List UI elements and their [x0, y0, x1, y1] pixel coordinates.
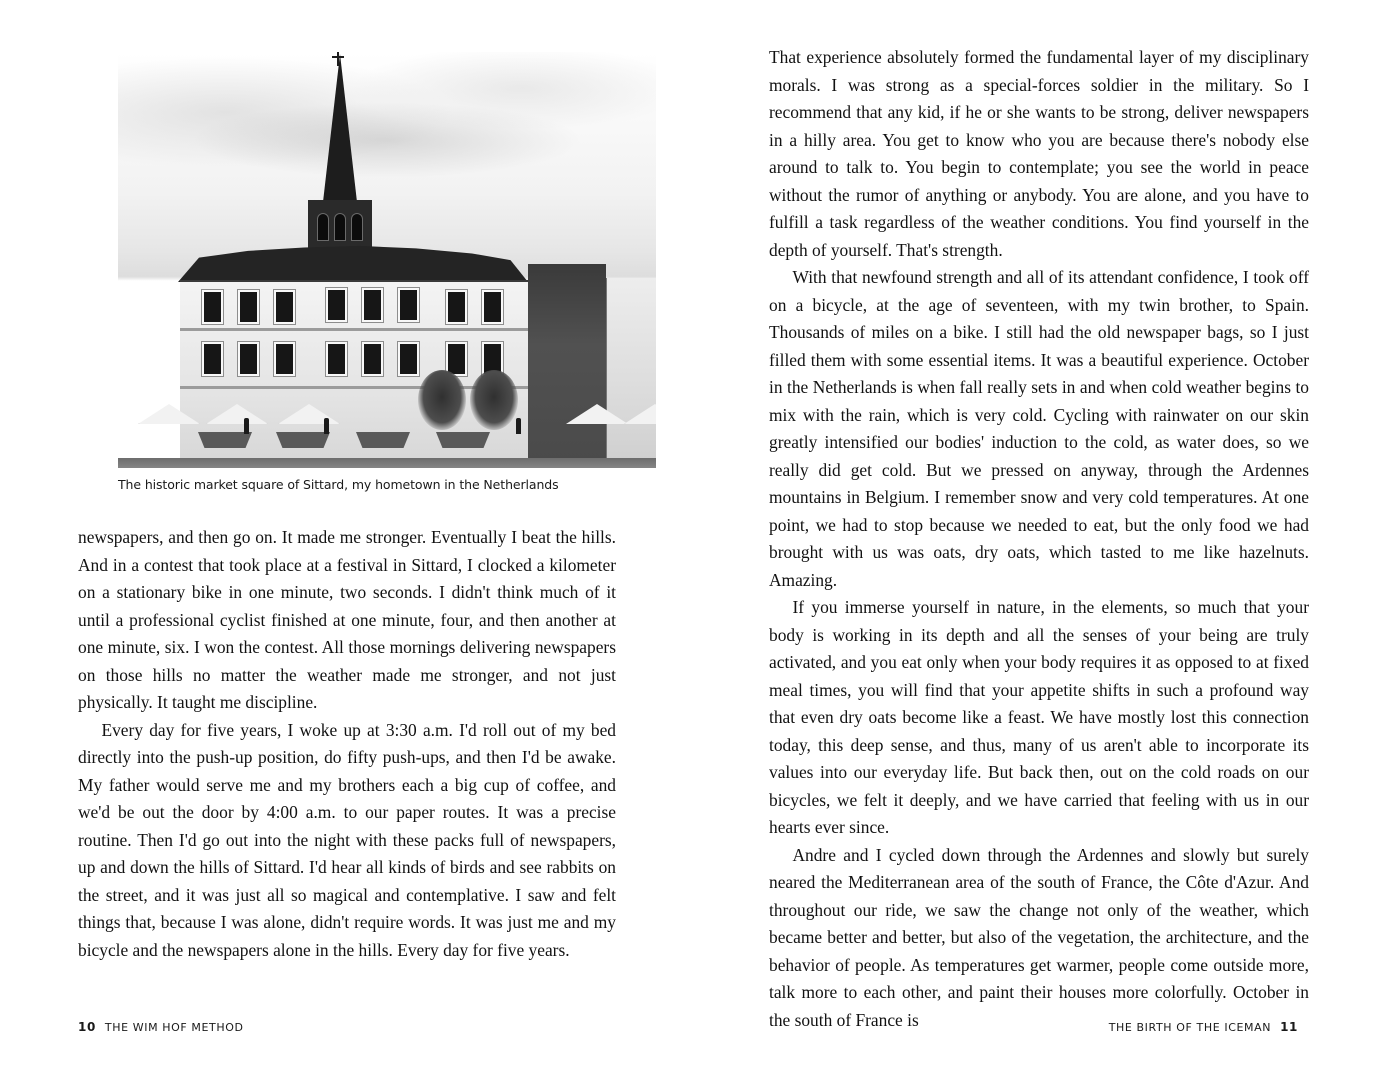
- right-body-text: [769, 44, 1309, 1034]
- tower-window: [335, 214, 345, 240]
- market-square-pavement: [118, 458, 656, 468]
- facade-window: [448, 292, 465, 322]
- running-head-title: THE WIM HOF METHOD: [104, 1020, 244, 1034]
- facade-window: [484, 292, 501, 322]
- facade-window: [448, 344, 465, 374]
- pedestrian: [516, 418, 521, 434]
- paragraph: With that newfound strength and all of its attendant confidence, I took off on a bicycle, at the age of seventeen, with my twin brother, to Spain. Thousands of miles on a bike. I still had the old newspaper bags, so I just filled them with some essential items. It was a beautiful experience. October in the Netherlands is when fall really sets in and when cold weather begins to mix with the rain, which is very cold. Cycling with rainwater on our skin greatly intensified our bodies' induction to the cold, as water does, so we really did get cold. But we pressed on anyway, through the Ardennes mountains in Belgium. I remember snow and very cold temperatures. At one point, we had to stop because we needed to eat, but the only food we had brought with us was oats, dry oats, which tasted to me like hazelnuts. Amazing.: [769, 267, 1309, 590]
- shop-awning: [276, 432, 330, 448]
- shop-awning: [356, 432, 410, 448]
- right-page: [689, 0, 1378, 1080]
- facade-window: [328, 344, 345, 374]
- main-facade: [180, 280, 528, 468]
- facade-window: [276, 292, 293, 322]
- paragraph: Andre and I cycled down through the Ardennes and slowly but surely neared the Mediterranean area of the south of France, the Côte d'Azur. And throughout our ride, we saw the change not only of the weather, which became better and better, but also of the vegetation, the architecture, and the behavior of people. As temperatures get warmer, people come outside more, talk more to each other, and paint their houses more colorfully. October in the south of France is: [769, 844, 1309, 1030]
- paragraph: Every day for five years, I woke up at 3:30 a.m. I'd roll out of my bed directly into the push-up position, do fifty push-ups, and then I'd be awake. My father would serve me and my brothers each a big cup of coffee, and we'd be out the door by 4:00 a.m. to our paper routes. It was a precise routine. Then I'd go out into the night with these packs full of newspapers, up and down the hills of Sittard. I'd hear all kinds of birds and see rabbits on the street, and it was just all so magical and contemplative. I saw and felt things that, because I was alone, didn't require words. It was just me and my bicycle and the newspapers alone in the hills. Every day for five years.: [78, 719, 616, 960]
- page-number: 11: [1280, 1020, 1298, 1034]
- square-tree: [418, 370, 466, 430]
- facade-window: [276, 344, 293, 374]
- facade-window: [204, 344, 221, 374]
- figure-market-square: [118, 52, 656, 492]
- left-body-text: [78, 524, 616, 964]
- pedestrian: [244, 418, 249, 434]
- facade-window: [364, 344, 381, 374]
- shop-awning: [198, 432, 252, 448]
- figure-caption: The historic market square of Sittard, my hometown in the Netherlands: [118, 477, 559, 492]
- market-square-photo: [118, 52, 656, 468]
- building-light-middle: [606, 278, 656, 466]
- paragraph: That experience absolutely formed the fundamental layer of my disciplinary morals. I was strong as a special-forces soldier in the military. So I recommend that any kid, if he or she wants to be strong, deliver newspapers in a hilly area. You get to know who you are because there's nobody else around to talk to. You begin to contemplate; you see the world in peace without the rumor of anything or anybody. You are alone, and you have to fulfill a task regardless of the weather conditions. You find yourself in the depth of yourself. That's strength.: [769, 47, 1309, 260]
- facade-window: [240, 292, 257, 322]
- page-number: 10: [78, 1020, 96, 1034]
- right-page-footer: [1109, 1020, 1298, 1034]
- building-dark-left: [528, 264, 606, 466]
- square-tree: [470, 370, 518, 430]
- tower-window: [352, 214, 362, 240]
- facade-window: [204, 292, 221, 322]
- tower-window: [318, 214, 328, 240]
- running-head-chapter: THE BIRTH OF THE ICEMAN: [1108, 1020, 1272, 1034]
- facade-window: [364, 290, 381, 320]
- facade-window: [400, 344, 417, 374]
- facade-band: [180, 328, 528, 331]
- facade-window: [328, 290, 345, 320]
- facade-window: [400, 290, 417, 320]
- church-spire: [323, 54, 357, 202]
- facade-window: [240, 344, 257, 374]
- shop-awning: [436, 432, 490, 448]
- pedestrian: [324, 418, 329, 434]
- left-page-footer: [78, 1020, 244, 1034]
- page-gutter: [689, 0, 690, 1080]
- paragraph: newspapers, and then go on. It made me stronger. Eventually I beat the hills. And in a contest that took place at a festival in Sittard, I clocked a kilometer on a stationary bike in one minute, two seconds. I didn't think much of it until a professional cyclist finished at one minute, four, and then another at one minute, six. I won the contest. All those mornings delivering newspapers on those hills no matter the weather made me stronger, and not just physically. It taught me discipline.: [78, 527, 616, 712]
- paragraph: If you immerse yourself in nature, in the elements, so much that your body is working in its depth and all the senses of your being are truly activated, and you eat only when your body requires it as opposed to at fixed meal times, you will find that your appetite shifts in such a profound way that even dry oats become like a feast. We have mostly lost this connection today, this deep sense, and thus, many of us aren't able to incorporate its values into our everyday life. But back then, out on the cold roads on our bicycles, we felt it deeply, and we have carried that feeling with us in our hearts ever since.: [769, 597, 1309, 837]
